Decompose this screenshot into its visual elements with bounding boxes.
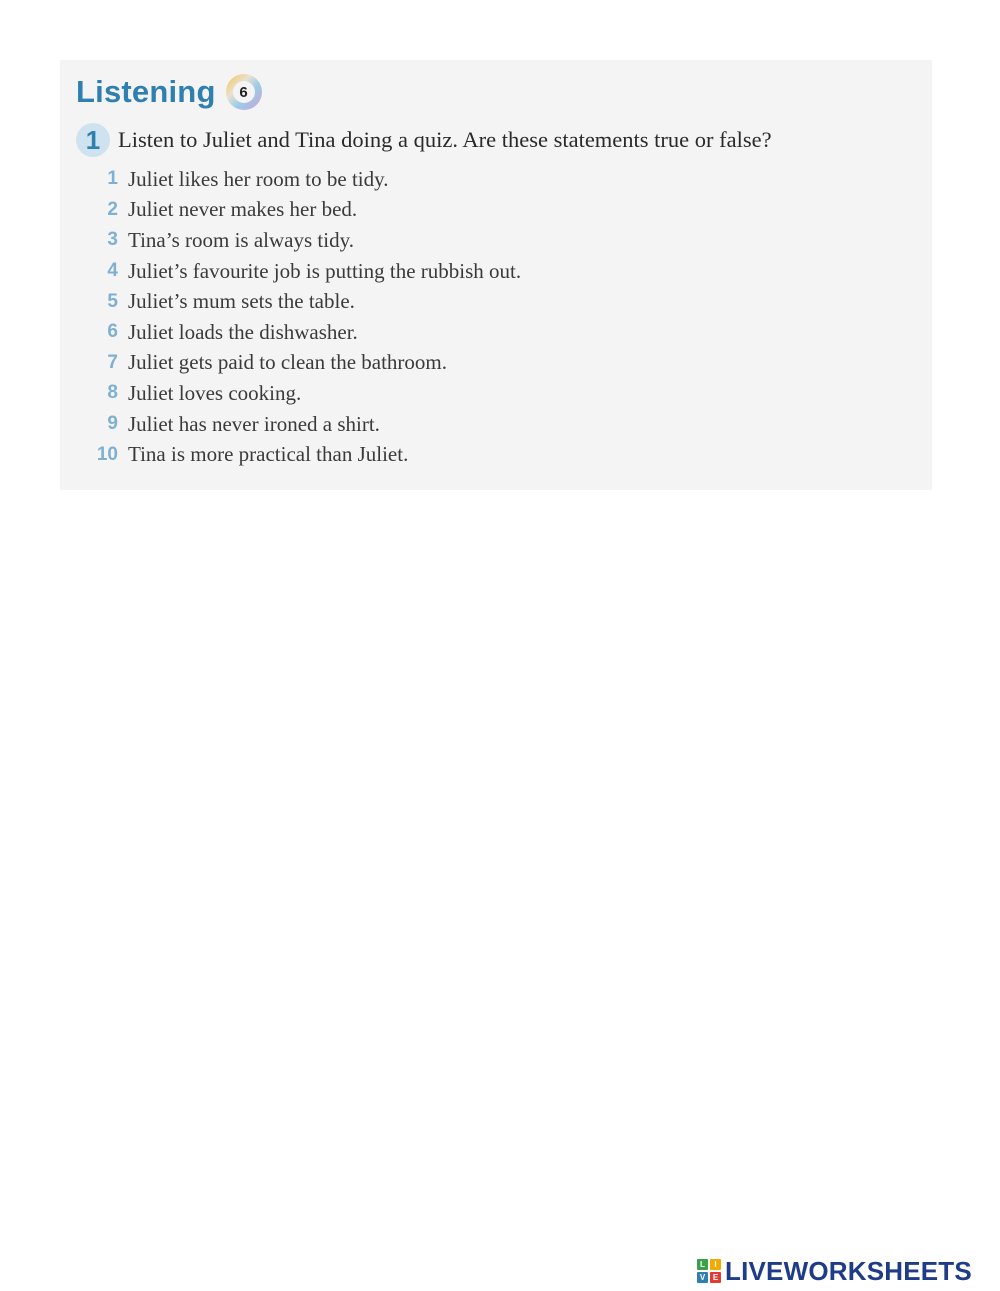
statement-number: 8 [107,382,118,404]
track-number: 6 [239,84,248,101]
statement-item [86,164,906,195]
statement-number: 5 [107,290,118,312]
statement-item [86,409,906,440]
statement-item [86,378,906,409]
statement-text: Juliet’s mum sets the table. [128,289,355,314]
liveworksheets-brand-link[interactable] [697,1256,972,1286]
statement-item [86,195,906,226]
statement-number: 3 [107,229,118,251]
logo-tile: I [710,1259,721,1270]
statement-text: Tina’s room is always tidy. [128,227,354,252]
brand-name: LIVEWORKSHEETS [725,1255,972,1286]
statement-text: Juliet gets paid to clean the bathroom. [128,350,447,375]
statement-item [86,348,906,379]
statement-number: 6 [107,321,118,343]
logo-tile: E [710,1272,721,1283]
section-header [76,70,264,114]
statement-item [86,256,906,287]
exercise-instruction-row [76,122,936,158]
statement-number: 9 [107,413,118,435]
section-title: Listening [76,74,216,109]
logo-tile: V [697,1272,708,1283]
statement-list [86,164,906,470]
liveworksheets-logo-icon [697,1259,721,1283]
exercise-number: 1 [85,125,101,155]
logo-tile: L [697,1259,708,1270]
statement-number: 10 [96,443,118,465]
statement-number: 2 [107,198,118,220]
statement-item [86,317,906,348]
statement-item [86,439,906,470]
exercise-instruction: Listen to Juliet and Tina doing a quiz. Are these statements true or false? [118,127,772,152]
statement-text: Juliet’s favourite job is putting the rubbish out. [128,258,522,283]
statement-text: Juliet likes her room to be tidy. [128,166,389,191]
statement-text: Juliet never makes her bed. [128,197,358,222]
statement-item [86,225,906,256]
audio-cd-icon [224,72,264,112]
statement-text: Juliet has never ironed a shirt. [128,411,380,436]
statement-text: Juliet loves cooking. [128,380,302,405]
statement-number: 1 [107,168,118,190]
statement-number: 7 [107,351,118,373]
exercise-number-badge [76,123,110,157]
statement-number: 4 [107,260,118,282]
statement-item [86,286,906,317]
statement-text: Juliet loads the dishwasher. [128,319,358,344]
statement-text: Tina is more practical than Juliet. [128,442,409,467]
